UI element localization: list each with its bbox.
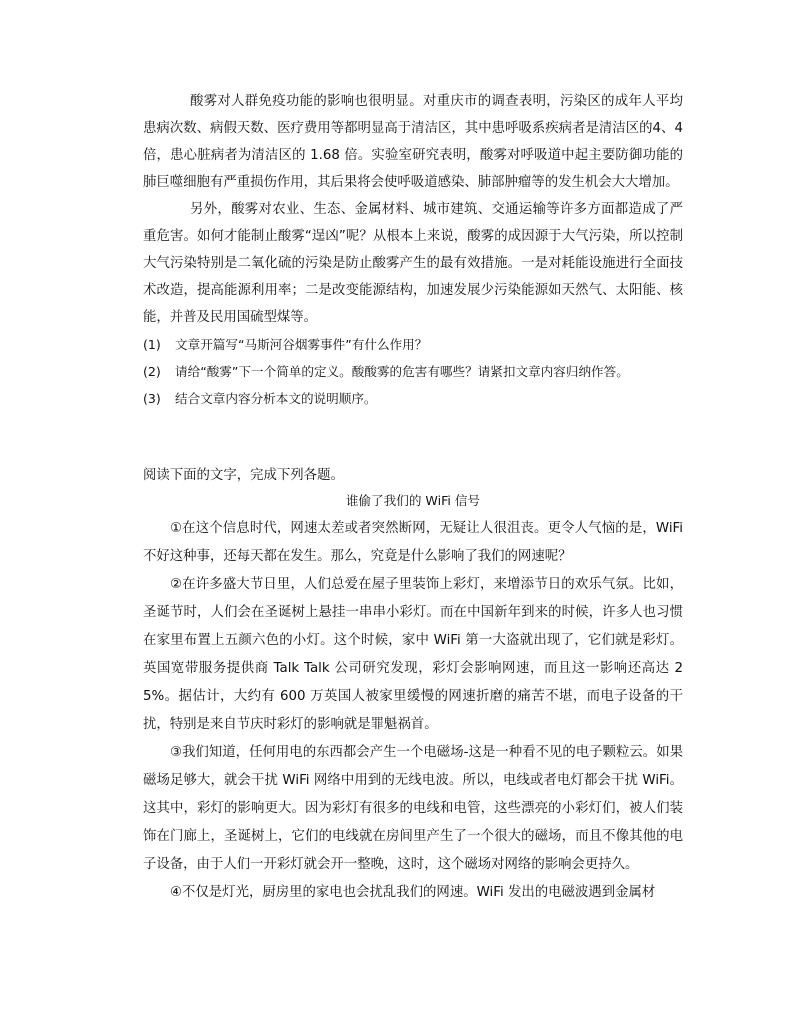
question-number: (3) <box>143 391 161 406</box>
reading-instruction: 阅读下面的文字，完成下列各题。 <box>143 468 344 483</box>
question-text: 请给“酸雾”下一个简单的定义。酸酸雾的危害有哪些？请紧扣文章内容归纳作答。 <box>175 364 629 379</box>
paragraph-4: ④不仅是灯光，厨房里的家电也会扰乱我们的网速。WiFi 发出的电磁波遇到金属材 <box>170 885 656 900</box>
question-3 <box>143 385 683 412</box>
passage-wifi <box>143 458 683 907</box>
question-text: 结合文章内容分析本文的说明顺序。 <box>175 391 377 406</box>
question-number: (1) <box>143 337 161 352</box>
passage-acid-fog <box>143 88 683 412</box>
paragraph-3: ③我们知道，任何用电的东西都会产生一个电磁场-这是一种看不见的电子颗粒云。如果磁场足够大，就会干扰 WiFi 网络中用到的无线电波。所以，电线或者电灯都会干扰 WiFi。这其中，彩灯的影响更大。因为彩灯有很多的电线和电管，这些漂亮的小彩灯们，被人们装饰在门廊上，圣诞树上，它们的电线就在房间里产生了一个很大的磁场，而且不像其他的电子设备，由于人们一开彩灯就会开一整晚，这时，这个磁场对网络的影响会更持久。 <box>143 745 683 872</box>
paragraph-2: ②在许多盛大节日里，人们总爱在屋子里装饰上彩灯，来增添节日的欢乐气氛。比如，圣诞节时，人们会在圣诞树上悬挂一串串小彩灯。而在中国新年到来的时候，许多人也习惯在家里布置上五颜六色的小灯。这个时候，家中 WiFi 第一大盗就出现了，它们就是彩灯。英国宽带服务提供商 Talk Talk 公司研究发现，彩灯会影响网速，而且这一影响还高达 25%。据估计，大约有 600 万英国人被家里缓慢的网速折磨的痛苦不堪，而电子设备的干扰，特别是来自节庆时彩灯的影响就是罪魁祸首。 <box>143 577 683 732</box>
paragraph-immune-effects: 酸雾对人群免疫功能的影响也很明显。对重庆市的调查表明，污染区的成年人平均患病次数、病假天数、医疗费用等都明显高于清洁区，其中患呼吸系疾病者是清洁区的4、4 倍，患心脏病者为清洁区的 1.68 倍。实验室研究表明，酸雾对呼吸道中起主要防御功能的肺巨噬细胞有严重损伤作用，其后果将会使呼吸道感染、肺部肿瘤等的发生机会大大增加。 <box>143 94 683 190</box>
question-text: 文章开篇写“马斯河谷烟雾事件”有什么作用？ <box>175 337 428 352</box>
question-number: (2) <box>143 364 161 379</box>
article-title: 谁偷了我们的 WiFi 信号 <box>345 493 481 508</box>
question-2 <box>143 358 683 385</box>
paragraph-1: ①在这个信息时代，网速太差或者突然断网，无疑让人很沮丧。更令人气恼的是，WiFi 不好这种事，还每天都在发生。那么，究竟是什么影响了我们的网速呢？ <box>143 521 683 564</box>
paragraph-other-hazards: 另外，酸雾对农业、生态、金属材料、城市建筑、交通运输等许多方面都造成了严重危害。如何才能制止酸雾“逞凶”呢？从根本上来说，酸雾的成因源于大气污染，所以控制大气污染特别是二氧化硫的污染是防止酸雾产生的最有效措施。一是对耗能设施进行全面技术改造，提高能源利用率；二是改变能源结构，加速发展少污染能源如天然气、太阳能、核能，并普及民用国硫型煤等。 <box>143 202 683 325</box>
question-1 <box>143 331 683 358</box>
